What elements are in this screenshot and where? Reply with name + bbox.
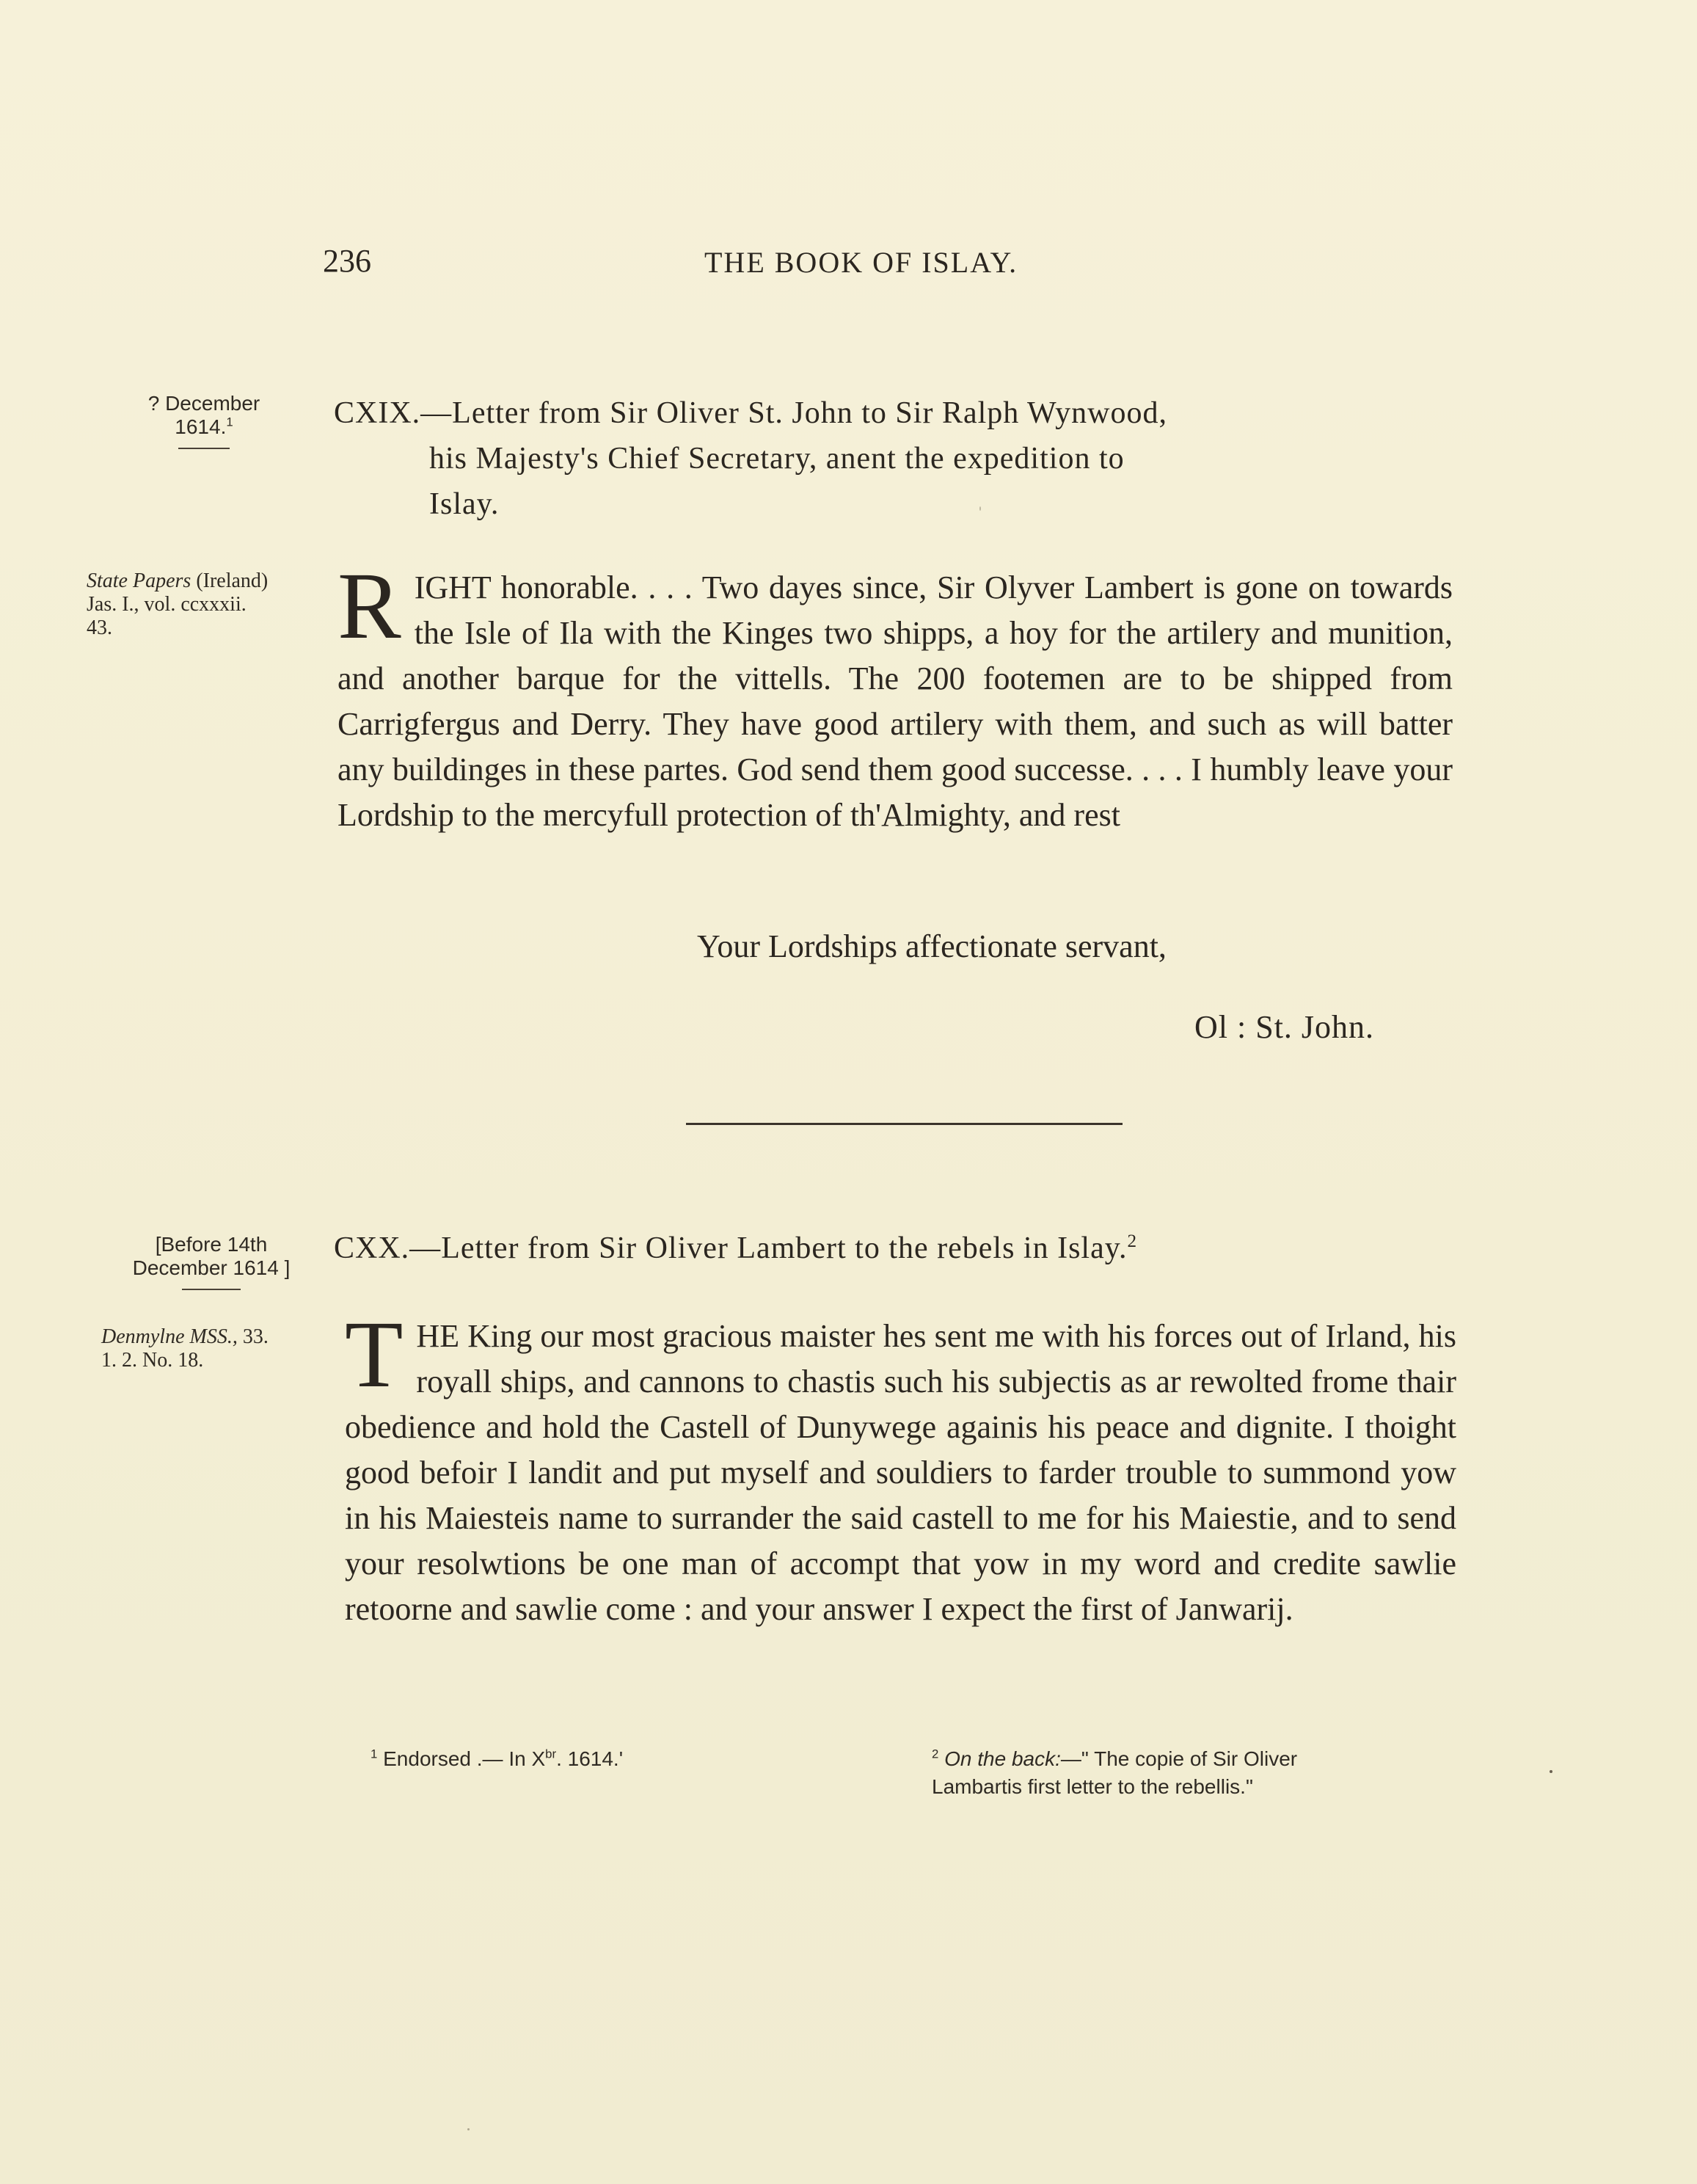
date-margin-note-2	[109, 1233, 314, 1290]
heading-line2: his Majesty's Chief Secretary, anent the expedition to	[429, 442, 1125, 476]
footnote-italic: On the back:	[944, 1747, 1061, 1770]
page-header	[323, 242, 1453, 286]
letter-body-2	[345, 1302, 1456, 1632]
date-note-line2: December 1614 ]	[132, 1256, 291, 1279]
section-divider	[686, 1123, 1123, 1125]
letter-heading-2	[334, 1226, 1456, 1271]
letter-closing: Your Lordships affectionate servant,	[697, 928, 1167, 964]
letter-body-text: IGHT honorable. . . . Two dayes since, Sir Olyver Lambert is gone on towards the Isle of Ila with the Kinges two shipps, a hoy for the artilery and munition, and another barque for the vittells. The 200 footemen are to be shipped from Carrigfergus and Derry. They have good artilery with them, and such as will batter any buildinges in these partes. God send them good successe. . . . I humbly leave your Lordship to the mercyfull protection of th'Almighty, and rest	[337, 569, 1453, 833]
footnote-1	[371, 1745, 623, 1773]
dropcap-r: R	[337, 553, 401, 659]
running-head: THE BOOK OF ISLAY.	[704, 246, 1018, 279]
letter-body-text: HE King our most gracious maister hes sent me with his forces out of Irland, his royall ships, and cannons to chastis such his subjectis as ar rewolted frome thair obedience and hold the Castell of Dunywege againis his peace and dignite. I thoight good befoir I landit and put myself and souldiers to farder trouble to summond yow in his Maiesteis name to surrander the said castell to me for his Maiestie, and to send your resolwtions be one man of accompt that yow in my word and credite sawlie retoorne and sawlie come : and your answer I expect the first of Janwarij.	[345, 1318, 1456, 1627]
date-note-line1: ? December	[147, 392, 260, 415]
date-note-line1: [Before 14th	[155, 1233, 268, 1256]
source-margin-note-2	[101, 1325, 321, 1372]
footnote-mark: 1	[371, 1747, 378, 1761]
margin-rule	[182, 1289, 241, 1290]
heading-line1: Letter from Sir Oliver Lambert to the rebels in Islay.	[441, 1231, 1128, 1265]
date-margin-note-1	[131, 392, 277, 449]
footnote-sup: br	[545, 1747, 557, 1761]
letter-body-1	[337, 553, 1453, 838]
source-note-line3: 43.	[87, 616, 112, 639]
footnote-line2: Lambartis first letter to the rebellis."	[932, 1775, 1253, 1798]
letter-heading-1	[334, 390, 1456, 527]
source-note-rest: (Ireland)	[191, 569, 269, 592]
heading-line1: Letter from Sir Oliver St. John to Sir Ralph Wynwood,	[452, 396, 1167, 430]
heading-number: CXIX.—	[334, 396, 453, 430]
footnote-ref-1: 1	[226, 415, 233, 429]
paper-speck	[979, 506, 981, 511]
source-note-rest: 33.	[237, 1325, 269, 1348]
footnote-text: Endorsed .— In X	[383, 1747, 546, 1770]
heading-line3: Islay.	[429, 487, 500, 521]
source-margin-note-1	[87, 569, 321, 640]
heading-number: CXX.—	[334, 1231, 442, 1265]
date-note-line2: 1614.	[175, 415, 227, 438]
footnote-2	[932, 1745, 1475, 1801]
source-note-line2: 1. 2. No. 18.	[101, 1349, 204, 1372]
footnote-tail: . 1614.'	[556, 1747, 624, 1770]
source-note-italic: Denmylne MSS.,	[101, 1325, 238, 1348]
page-number: 236	[323, 243, 371, 279]
footnote-mark: 2	[932, 1747, 939, 1761]
footnote-text: —" The copie of Sir Oliver	[1060, 1747, 1298, 1770]
paper-speck	[467, 2128, 470, 2130]
dropcap-t: T	[345, 1302, 404, 1408]
source-note-italic: State Papers	[87, 569, 191, 592]
source-note-line2: Jas. I., vol. ccxxxii.	[87, 593, 247, 616]
letter-signature: Ol : St. John.	[1194, 1009, 1375, 1045]
paper-speck	[1550, 1770, 1552, 1773]
margin-rule	[178, 448, 230, 449]
footnote-ref-2: 2	[1127, 1231, 1138, 1251]
